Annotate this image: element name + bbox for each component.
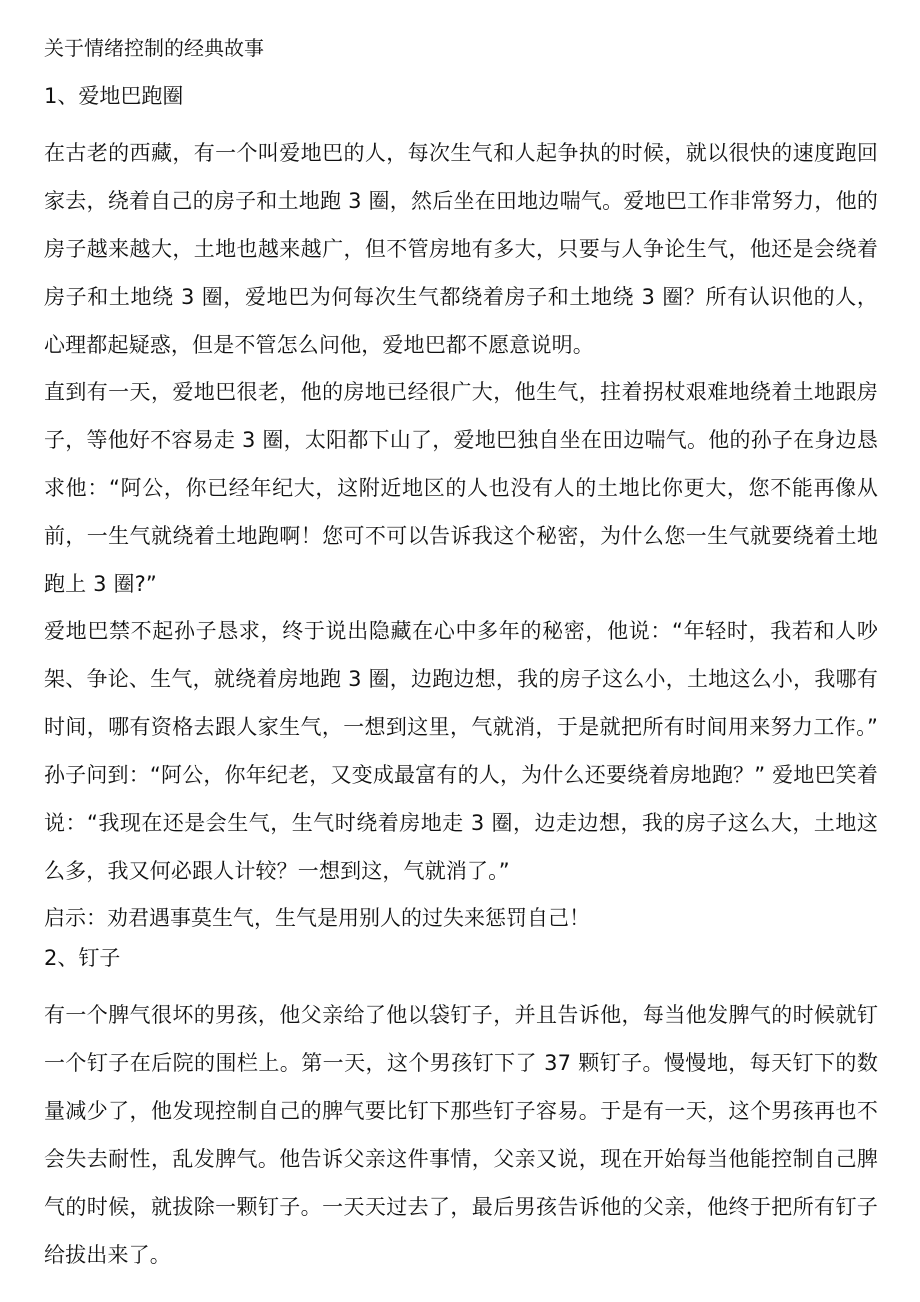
story-heading-2: 2、钉子 xyxy=(44,946,121,970)
story-1-paragraph-1: 在古老的西藏，有一个叫爱地巴的人，每次生气和人起争执的时候，就以很快的速度跑回家去，绕着自己的房子和土地跑 3 圈，然后坐在田地边喘气。爱地巴工作非常努力，他的房子越来越大，土地也越来越广，但不管房地有多大，只要与人争论生气，他还是会绕着房子和土地绕 3 圈，爱地巴为何每次生气都绕着房子和土地绕 3 圈？所有认识他的人，心理都起疑惑，但是不管怎么问他，爱地巴都不愿意说明。 xyxy=(44,141,878,357)
document-page xyxy=(44,34,878,1278)
story-1-paragraph-3: 爱地巴禁不起孙子恳求，终于说出隐藏在心中多年的秘密，他说：“年轻时，我若和人吵架、争论、生气，就绕着房地跑 3 圈，边跑边想，我的房子这么小，土地这么小，我哪有时间，哪有资格去跟人家生气，一想到这里，气就消，于是就把所有时间用来努力工作。” 孙子问到：“阿公，你年纪老，又变成最富有的人，为什么还要绕着房地跑？” 爱地巴笑着说：“我现在还是会生气，生气时绕着房地走 3 圈，边走边想，我的房子这么大，土地这么多，我又何必跟人计较？一想到这，气就消了。” xyxy=(44,619,878,883)
story-2-paragraph-1: 有一个脾气很坏的男孩，他父亲给了他以袋钉子，并且告诉他，每当他发脾气的时候就钉一个钉子在后院的围栏上。第一天，这个男孩钉下了 37 颗钉子。慢慢地，每天钉下的数量减少了，他发现控制自己的脾气要比钉下那些钉子容易。于是有一天，这个男孩再也不会失去耐性，乱发脾气。他告诉父亲这件事情，父亲又说，现在开始每当他能控制自己脾气的时候，就拔除一颗钉子。一天天过去了，最后男孩告诉他的父亲，他终于把所有钉子给拔出来了。 xyxy=(44,1003,878,1267)
document-title: 关于情绪控制的经典故事 xyxy=(44,36,264,60)
story-1-moral: 启示：劝君遇事莫生气，生气是用别人的过失来惩罚自己！ xyxy=(44,906,590,930)
story-1-paragraph-2: 直到有一天，爱地巴很老，他的房地已经很广大，他生气，拄着拐杖艰难地绕着土地跟房子，等他好不容易走 3 圈，太阳都下山了，爱地巴独自坐在田边喘气。他的孙子在身边恳求他：“阿公，你已经年纪大，这附近地区的人也没有人的土地比你更大，您不能再像从前，一生气就绕着土地跑啊！您可不可以告诉我这个秘密，为什么您一生气就要绕着土地跑上 3 圈?” xyxy=(44,380,878,596)
story-heading-1: 1、爱地巴跑圈 xyxy=(44,84,184,108)
